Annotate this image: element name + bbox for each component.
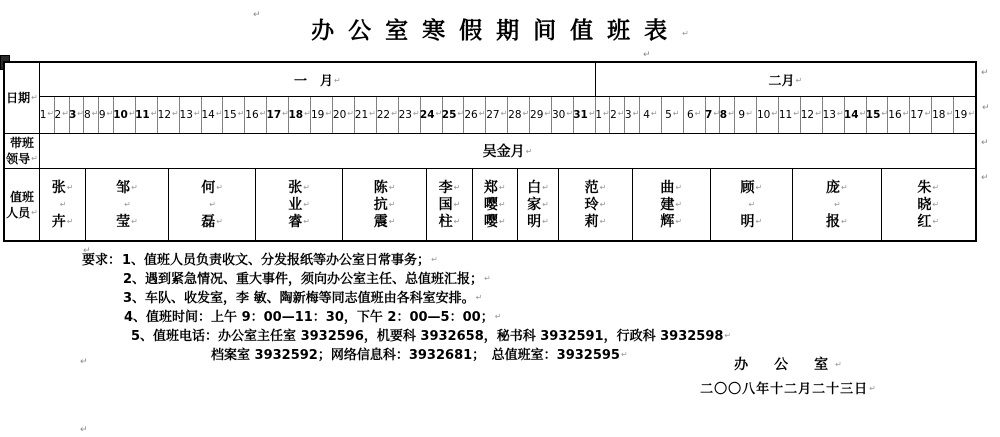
leader-name-cell: [40, 134, 975, 168]
duty-roster-table: [3, 61, 977, 242]
staff-name-char: 嘤 ↵: [484, 213, 506, 230]
date-cell: [661, 97, 683, 133]
signature-block: [688, 354, 888, 397]
date-number: 30 ↵: [552, 109, 573, 121]
date-number: 17 ↵: [267, 109, 289, 121]
staff-row: [5, 168, 975, 240]
month-header-january: [40, 63, 596, 96]
paragraph-mark-icon: [253, 10, 261, 20]
staff-name-char: 邹 ↵: [116, 179, 138, 196]
staff-name-cell: [40, 169, 85, 240]
staff-name-char: 柱 ↵: [439, 213, 461, 230]
date-number: 31 ↵: [573, 109, 595, 121]
date-cell: [529, 97, 551, 133]
january-date-cells: [40, 97, 595, 133]
date-cell: [332, 97, 354, 133]
date-number: 13 ↵: [180, 109, 201, 121]
date-number: 13 ↵: [823, 109, 844, 121]
date-number: 11 ↵: [135, 109, 157, 121]
paragraph-mark-icon: [83, 246, 91, 256]
date-number: 8 ↵: [720, 109, 735, 121]
date-cell: [778, 97, 800, 133]
date-number: 15 ↵: [866, 109, 888, 121]
date-cell: [135, 97, 157, 133]
staff-name-char: 朱 ↵: [917, 179, 939, 196]
date-cell: [40, 97, 54, 133]
date-number: 3 ↵: [69, 109, 84, 121]
date-cell: [376, 97, 398, 133]
staff-name-cell: [255, 169, 342, 240]
date-number: 10 ↵: [757, 109, 778, 121]
staff-name-cell: [472, 169, 517, 240]
date-cell: [887, 97, 909, 133]
signature-org: 办 公 室 ↵: [688, 354, 888, 374]
note-line: [124, 307, 731, 326]
date-cell: [157, 97, 179, 133]
date-cell: [244, 97, 266, 133]
staff-name-char: 张 ↵: [288, 179, 310, 196]
row-label-leader-line1: 带班: [9, 136, 34, 150]
row-label-leader: [5, 134, 40, 168]
note-line: [123, 269, 731, 288]
date-number: 1 ↵: [595, 109, 609, 121]
date-cell: [354, 97, 376, 133]
date-number: 19 ↵: [311, 109, 332, 121]
date-number: 22 ↵: [377, 109, 398, 121]
date-cell: [596, 97, 610, 133]
date-number: 18 ↵: [288, 109, 310, 121]
requirements-notes: [82, 250, 731, 364]
date-cell: [420, 97, 442, 133]
staff-name-cell: [632, 169, 710, 240]
staff-name-char: 报 ↵: [826, 213, 848, 230]
staff-name-char: 辉 ↵: [660, 213, 682, 230]
staff-name-cells: [40, 169, 975, 240]
staff-name-char: 白 ↵: [527, 179, 549, 196]
note-line: [82, 250, 731, 269]
date-cell: [266, 97, 288, 133]
note-text: 3、车队、收发室，李 敏、陶新梅等同志值班由各科室安排。 ↵: [123, 291, 482, 306]
row-label-staff: [5, 169, 40, 240]
staff-name-char: 曲 ↵: [660, 179, 682, 196]
staff-name-char: 震 ↵: [374, 213, 396, 230]
staff-name-char: 红 ↵: [917, 213, 939, 230]
date-cell: [931, 97, 953, 133]
date-cell: [113, 97, 135, 133]
date-number: 27 ↵: [486, 109, 507, 121]
date-number: 2 ↵: [54, 109, 68, 121]
date-number: 11 ↵: [779, 109, 800, 121]
page-title: 办公室寒假期间值班表 ↵: [311, 18, 689, 44]
note-text: 4、值班时间：上午 9：00—11：30，下午 2：00—5：00； ↵: [124, 310, 501, 325]
staff-name-char: [208, 196, 216, 213]
date-cell: [573, 97, 595, 133]
date-cell: [705, 97, 720, 133]
paragraph-mark-icon: [982, 103, 990, 113]
notes-prefix: 要求：: [82, 253, 122, 268]
month-header-february: [596, 63, 975, 96]
date-header-rows: [5, 63, 975, 133]
date-number: 5 ↵: [665, 109, 679, 121]
date-number: 19 ↵: [954, 109, 975, 121]
date-cell: [953, 97, 975, 133]
leader-row: [5, 133, 975, 168]
date-number: 23 ↵: [399, 109, 420, 121]
date-number: 12 ↵: [158, 109, 179, 121]
paragraph-mark-icon: [981, 138, 989, 148]
note-text: 1、值班人员负责收文、分发报纸等办公室日常事务； ↵: [122, 253, 438, 268]
note-line: [211, 345, 731, 364]
staff-name-char: 家 ↵: [527, 196, 549, 213]
staff-name-char: 晓 ↵: [917, 196, 939, 213]
date-number: 16 ↵: [888, 109, 909, 121]
date-number: 7 ↵: [705, 109, 720, 121]
paragraph-mark-icon: [643, 50, 651, 60]
staff-name-char: 庞 ↵: [826, 179, 848, 196]
staff-name-char: 睿 ↵: [288, 213, 310, 230]
date-cell: [507, 97, 529, 133]
date-cell: [551, 97, 573, 133]
date-cell: [222, 97, 244, 133]
date-cell: [69, 97, 84, 133]
date-cell: [310, 97, 332, 133]
staff-name-char: 莹 ↵: [116, 213, 138, 230]
date-cell: [639, 97, 661, 133]
staff-name-char: 业 ↵: [288, 196, 310, 213]
date-number: 21 ↵: [355, 109, 376, 121]
row-label-date-text: 日期 ↵: [6, 90, 38, 106]
date-cell: [201, 97, 223, 133]
date-number: 28 ↵: [508, 109, 529, 121]
row-label-staff-line2: 人员 ↵: [6, 205, 38, 221]
note-text: 5、值班电话：办公室主任室 3932596，机要科 3932658，秘书科 3932591，行政科 3932598 ↵: [131, 329, 731, 344]
staff-name-char: 莉 ↵: [585, 213, 607, 230]
date-number: 1 ↵: [40, 109, 54, 121]
date-cell: [54, 97, 69, 133]
dates-area: [40, 63, 975, 133]
title-row: [0, 12, 1000, 45]
note-text: 档案室 3932592；网络信息科：3932681； 总值班室：3932595 ↵: [211, 348, 628, 363]
date-cell: [485, 97, 507, 133]
date-cell: [844, 97, 866, 133]
staff-name-cell: [517, 169, 558, 240]
paragraph-mark-icon: [981, 173, 989, 183]
date-number: 3 ↵: [625, 109, 639, 121]
date-number: 12 ↵: [801, 109, 822, 121]
note-text: 2、遇到紧急情况、重大事件，须向办公室主任、总值班汇报； ↵: [123, 272, 491, 287]
date-cell: [756, 97, 778, 133]
date-cell: [288, 97, 310, 133]
note-line: [131, 326, 731, 345]
date-cell: [734, 97, 756, 133]
month-february-label: 二月 ↵: [768, 70, 802, 89]
date-cell: [683, 97, 705, 133]
row-label-leader-line2: 领导 ↵: [6, 151, 38, 167]
staff-name-char: 郑 ↵: [484, 179, 506, 196]
staff-name-char: 何 ↵: [201, 179, 223, 196]
staff-name-char: 陈 ↵: [374, 179, 396, 196]
february-date-cells: [595, 97, 975, 133]
date-cell: [83, 97, 98, 133]
staff-name-char: 顾 ↵: [740, 179, 762, 196]
staff-name-cell: [792, 169, 880, 240]
staff-name-char: 磊 ↵: [201, 213, 223, 230]
paragraph-mark-icon: [80, 425, 88, 435]
date-number: 14 ↵: [844, 109, 866, 121]
staff-name-char: 李 ↵: [439, 179, 461, 196]
row-label-date: [5, 63, 40, 133]
leader-name: 吴金月 ↵: [483, 141, 533, 161]
date-number: 17 ↵: [910, 109, 931, 121]
staff-name-cell: [426, 169, 471, 240]
date-cell: [609, 97, 624, 133]
date-cell: [866, 97, 888, 133]
date-number: 4 ↵: [643, 109, 657, 121]
date-cell: [179, 97, 201, 133]
date-number: 25 ↵: [442, 109, 464, 121]
staff-name-char: 范 ↵: [585, 179, 607, 196]
date-cell: [398, 97, 420, 133]
staff-name-char: [747, 196, 755, 213]
row-label-staff-line1: 值班: [9, 189, 34, 204]
paragraph-mark-icon: [981, 68, 989, 78]
date-cell: [98, 97, 113, 133]
date-number: 16 ↵: [245, 109, 266, 121]
date-number: 9 ↵: [99, 109, 113, 121]
date-cell: [463, 97, 485, 133]
staff-name-char: 嘤 ↵: [484, 196, 506, 213]
date-cell: [442, 97, 464, 133]
staff-name-char: [59, 196, 67, 213]
date-number: 9 ↵: [738, 109, 752, 121]
months-row: [40, 63, 975, 97]
staff-name-char: 明 ↵: [740, 213, 762, 230]
staff-name-char: 抗 ↵: [374, 196, 396, 213]
date-number: 20 ↵: [333, 109, 354, 121]
date-number: 14 ↵: [201, 109, 222, 121]
staff-name-cell: [881, 169, 975, 240]
staff-name-cell: [168, 169, 256, 240]
staff-name-char: [833, 196, 841, 213]
note-line: [123, 288, 731, 307]
staff-name-char: 张 ↵: [52, 179, 74, 196]
date-cell: [909, 97, 931, 133]
month-january-label: 一 月 ↵: [294, 70, 341, 89]
date-cell: [719, 97, 734, 133]
paragraph-mark-icon: [80, 357, 88, 367]
staff-name-char: 建 ↵: [660, 196, 682, 213]
date-number: 2 ↵: [610, 109, 624, 121]
date-cell: [624, 97, 639, 133]
date-number: 24 ↵: [420, 109, 442, 121]
dates-row: [40, 97, 975, 133]
date-number: 18 ↵: [932, 109, 953, 121]
staff-name-char: 卉 ↵: [52, 213, 74, 230]
staff-name-char: [123, 196, 131, 213]
date-number: 8 ↵: [84, 109, 98, 121]
date-cell: [800, 97, 822, 133]
staff-name-cell: [342, 169, 427, 240]
date-number: 26 ↵: [464, 109, 485, 121]
staff-name-char: 国 ↵: [439, 196, 461, 213]
staff-name-char: 玲 ↵: [585, 196, 607, 213]
date-number: 6 ↵: [687, 109, 701, 121]
staff-name-cell: [710, 169, 793, 240]
date-number: 15 ↵: [223, 109, 244, 121]
date-cell: [822, 97, 844, 133]
date-number: 29 ↵: [530, 109, 551, 121]
staff-name-cell: [85, 169, 168, 240]
signature-date: 二〇〇八年十二月二十三日 ↵: [688, 378, 888, 397]
date-number: 10 ↵: [113, 109, 135, 121]
staff-name-char: 明 ↵: [527, 213, 549, 230]
staff-name-cell: [558, 169, 632, 240]
